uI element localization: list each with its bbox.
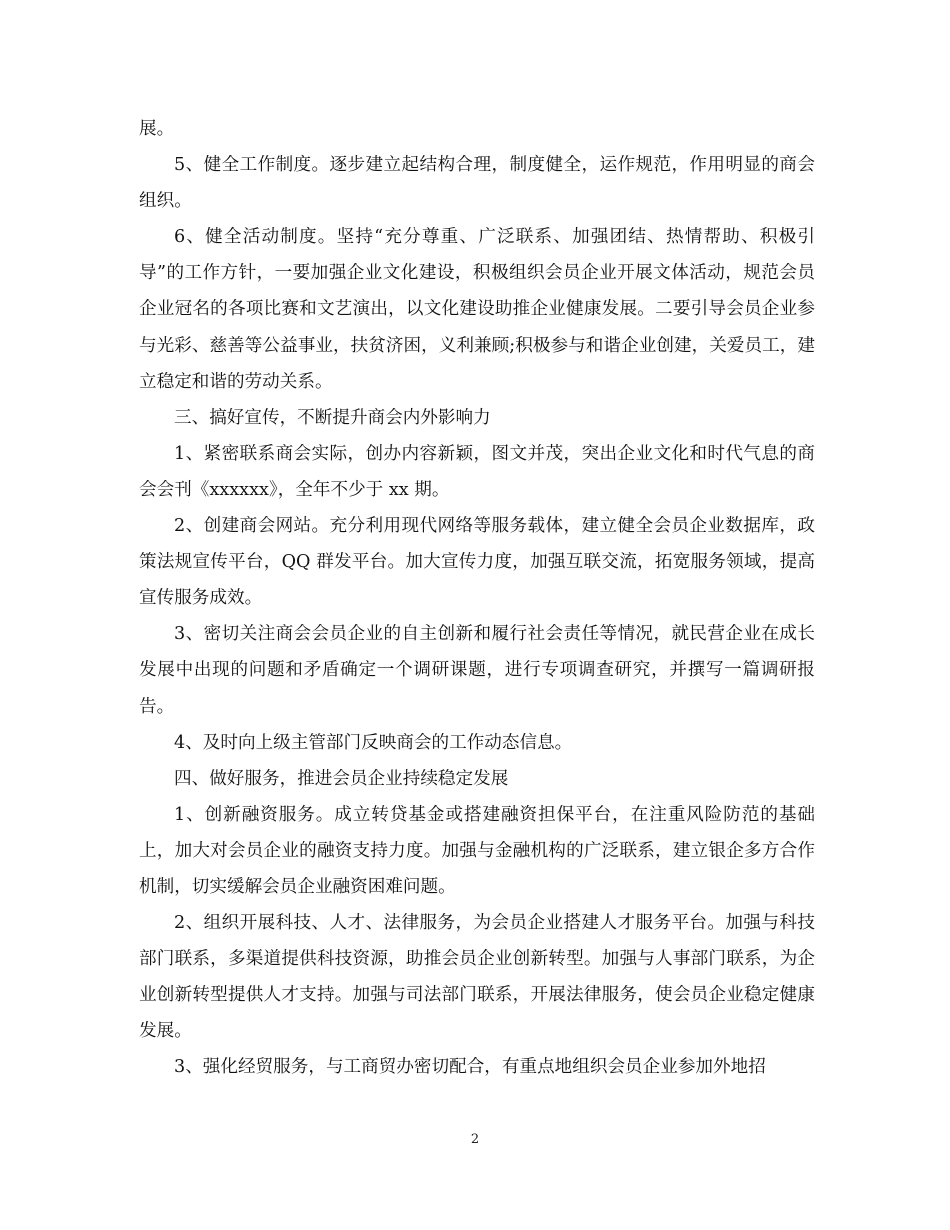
paragraph-item-5: 5、健全工作制度。逐步建立起结构合理，制度健全，运作规范，作用明显的商会组织。 [139, 155, 815, 212]
paragraph-publicity-2: 2、创建商会网站。充分利用现代网络等服务载体，建立健全会员企业数据库，政策法规宣传平台，QQ 群发平台。加大宣传力度，加强互联交流，拓宽服务领域，提高宣传服务成效。 [139, 516, 815, 609]
paragraph-service-1: 1、创新融资服务。成立转贷基金或搭建融资担保平台，在注重风险防范的基础上，加大对会员企业的融资支持力度。加强与金融机构的广泛联系，建立银企多方合作机制，切实缓解会员企业融资困难问题。 [139, 804, 815, 897]
document-body [139, 111, 815, 1086]
paragraph-service-2: 2、组织开展科技、人才、法律服务，为会员企业搭建人才服务平台。加强与科技部门联系，多渠道提供科技资源，助推会员企业创新转型。加强与人事部门联系，为企业创新转型提供人才支持。加强与司法部门联系，开展法律服务，使会员企业稳定健康发展。 [139, 913, 815, 1042]
section-heading-4: 四、做好服务，推进会员企业持续稳定发展 [174, 768, 509, 789]
section-heading-3: 三、搞好宣传，不断提升商会内外影响力 [174, 407, 491, 428]
paragraph-publicity-4: 4、及时向上级主管部门反映商会的工作动态信息。 [174, 732, 573, 753]
paragraph-publicity-3: 3、密切关注商会会员企业的自主创新和履行社会责任等情况，就民营企业在成长发展中出现的问题和矛盾确定一个调研课题，进行专项调查研究，并撰写一篇调研报告。 [139, 624, 815, 717]
paragraph-continuation: 展。 [139, 119, 175, 139]
page-number: 2 [470, 1132, 480, 1147]
paragraph-publicity-1: 1、紧密联系商会实际，创办内容新颖，图文并茂，突出企业文化和时代气息的商会会刊《xxxxxx》，全年不少于 xx 期。 [139, 443, 815, 500]
paragraph-item-6: 6、健全活动制度。坚持“充分尊重、广泛联系、加强团结、热情帮助、积极引导”的工作方针，一要加强企业文化建设，积极组织会员企业开展文体活动，规范会员企业冠名的各项比赛和文艺演出，以文化建设助推企业健康发展。二要引导会员企业参与光彩、慈善等公益事业，扶贫济困，义利兼顾;积极参与和谐企业创建，关爱员工，建立稳定和谐的劳动关系。 [139, 227, 815, 392]
paragraph-service-3: 3、强化经贸服务，与工商贸办密切配合，有重点地组织会员企业参加外地招 [174, 1057, 766, 1078]
